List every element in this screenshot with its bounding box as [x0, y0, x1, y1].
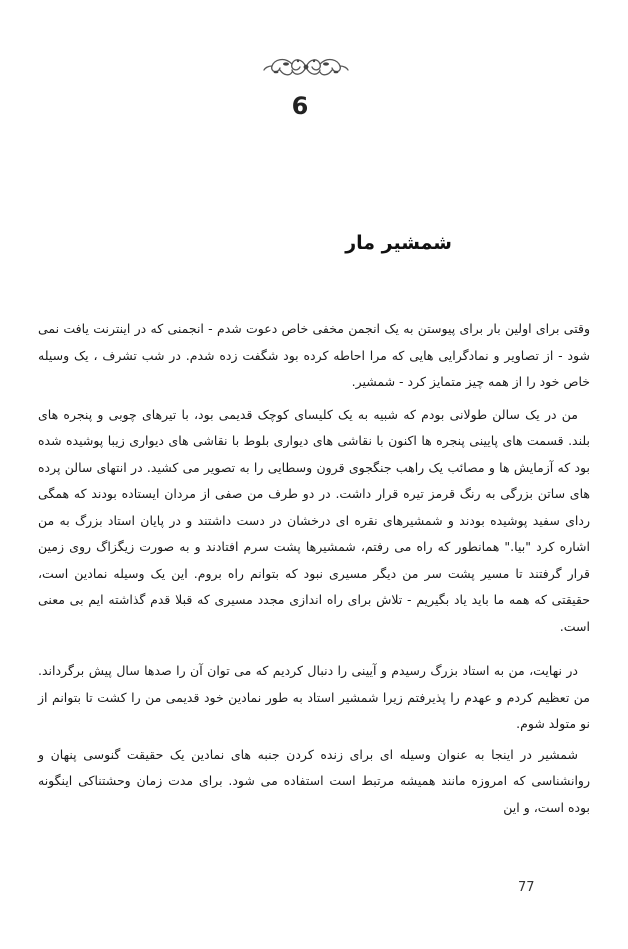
floral-ornament-icon	[262, 52, 350, 82]
chapter-body	[38, 316, 590, 821]
paragraph-4: شمشیر در اینجا به عنوان وسیله ای برای زنده کردن جنبه های نمادین یک حقیقت گنوسی پنهان و روانشناسی که امروزه مانند همیشه مرتبط است استفاده می شود. برای مدت زمان وحشتناکی اینگونه بوده است، و این	[38, 746, 590, 815]
paragraph-1: وقتی برای اولین بار برای پیوستن به یک انجمن مخفی خاص دعوت شدم - انجمنی که در اینترنت یافت نمی شود - از تصاویر و نمادگرایی هایی که مرا احاطه کرده بود شگفت زده شدم. در شب تشرف ، یک وسیله خاص خود را از همه چیز متمایز کرد - شمشیر.	[38, 321, 590, 389]
paragraph-3: در نهایت، من به استاد بزرگ رسیدم و آیینی را دنبال کردیم که می توان آن را صدها سال پیش برگرداند. من تعظیم کردم و عهدم را پذیرفتم زیرا شمشیر استاد به طور نمادین خود قدیمی من را کشت تا بتوانم از نو متولد شوم.	[38, 663, 590, 731]
page-number: 77	[518, 880, 535, 895]
chapter-number: 6	[291, 92, 309, 120]
chapter-title: شمشیر مار	[345, 232, 452, 254]
paragraph-2: من در یک سالن طولانی بودم که شبیه به یک کلیسای کوچک قدیمی بود، با تیرهای چوبی و پنجره های بلند. قسمت های پایینی پنجره ها اکنون با نقاشی های دیواری بلوط با نقاشی های دیواری زیبا پوشیده شده بود که آزمایش ها و مصائب یک راهب جنگجوی قرون وسطایی را به تصویر می کشید. در انتهای سالن پرده های ساتن بزرگی به رنگ قرمز تیره قرار داشت. در دو طرف من صفی از مردان ایستاده بودند که همگی ردای سفید پوشیده بودند و شمشیرهای نقره ای درخشان در دست داشتند و در پایان استاد بزرگ به من اشاره کرد "بیا." همانطور که راه می رفتم، شمشیرها پشت سرم افتادند و به صورت زیگزاگ روی زمین قرار گرفتند تا مسیر پشت سر من دیگر مسیری نبود که بتوانم راه بروم. این یک وسیله نمادین است، حقیقتی که همه ما باید یاد بگیریم - تلاش برای راه اندازی مجدد مسیری که قبلا قدم گذاشته ایم بی معنی است.	[38, 406, 590, 634]
